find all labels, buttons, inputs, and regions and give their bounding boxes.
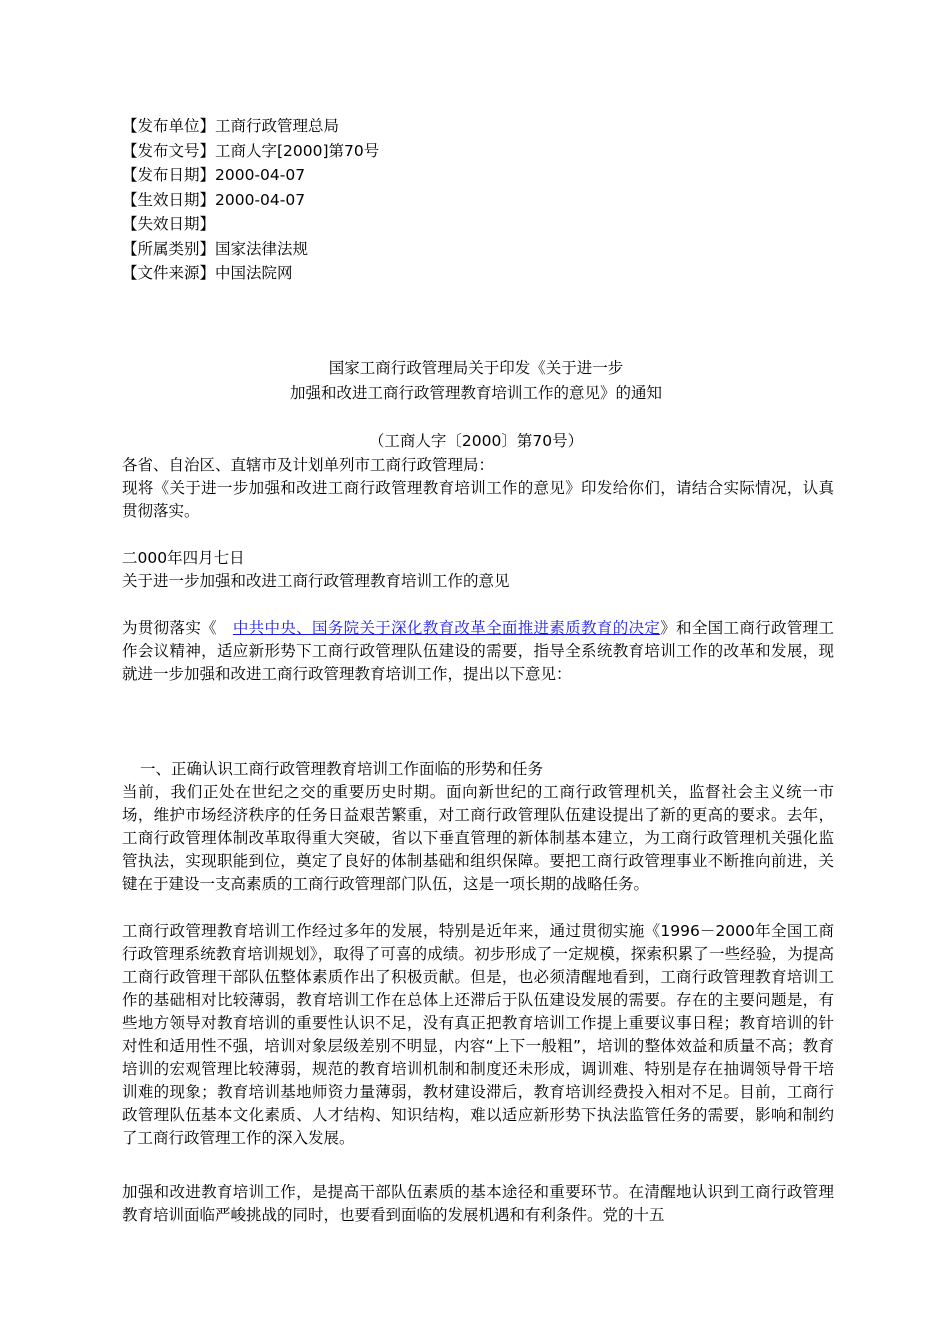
section1-paragraph-1: 当前，我们正处在世纪之交的重要历史时期。面向新世纪的工商行政管理机关，监督社会主义统一市场，维护市场经济秩序的任务日益艰苦繁重，对工商行政管理队伍建设提出了新的更高的要求。去年，工商行政管理体制改革取得重大突破，省以下垂直管理的新体制基本建立，为工商行政管理机关强化监管执法，实现职能到位，奠定了良好的体制基础和组织保障。要把工商行政管理事业不断推向前进，关键在于建设一支高素质的工商行政管理部门队伍，这是一项长期的战略任务。 bbox=[122, 783, 834, 893]
section-heading-1: 一、正确认识工商行政管理教育培训工作面临的形势和任务 bbox=[140, 760, 544, 778]
intro-prefix: 为贯彻落实《 bbox=[122, 619, 233, 637]
meta-publisher: 【发布单位】工商行政管理总局 bbox=[122, 117, 340, 135]
document-metadata bbox=[122, 114, 722, 286]
notice-title bbox=[122, 356, 830, 405]
notice-body: 现将《关于进一步加强和改进工商行政管理教育培训工作的意见》印发给你们，请结合实际情况，认真贯彻落实。 bbox=[122, 479, 834, 520]
intro-suffix: 》和全国工商行政管理工作会议精神，适应新形势下工商行政管理队伍建设的需要，指导全系统教育培训工作的改革和发展，现就进一步加强和改进工商行政管理教育培训工作，提出以下意见： bbox=[122, 619, 834, 683]
meta-category: 【所属类别】国家法律法规 bbox=[122, 239, 309, 258]
section1-paragraph-2: 工商行政管理教育培训工作经过多年的发展，特别是近年来，通过贯彻实施《1996－2000年全国工商行政管理系统教育培训规划》，取得了可喜的成绩。初步形成了一定规模，探索积累了一些经验，为提高工商行政管理干部队伍整体素质作出了积极贡献。但是，也必须清醒地看到，工商行政管理教育培训工作的基础相对比较薄弱，教育培训工作在总体上还滞后于队伍建设发展的需要。存在的主要问题是，有些地方领导对教育培训的重要性认识不足，没有真正把教育培训工作提上重要议事日程；教育培训的针对性和适用性不强，培训对象层级差别不明显，内容“上下一般粗”，培训的整体效益和质量不高；教育培训的宏观管理比较薄弱，规范的教育培训机制和制度还未形成，调训难、特别是存在抽调领导骨干培训难的现象；教育培训基地师资力量薄弱，教材建设滞后，教育培训经费投入相对不足。目前，工商行政管理队伍基本文化素质、人才结构、知识结构，难以适应新形势下执法监管任务的需要，影响和制约了工商行政管理工作的深入发展。 bbox=[122, 922, 834, 1147]
meta-effective-date: 【生效日期】2000-04-07 bbox=[122, 190, 306, 209]
notice-doc-ref: （工商人字〔2000〕第70号） bbox=[368, 432, 584, 450]
notice-addressee: 各省、自治区、直辖市及计划单列市工商行政管理局： bbox=[122, 456, 495, 474]
notice-date: 二000年四月七日 bbox=[122, 549, 245, 567]
meta-source: 【文件来源】中国法院网 bbox=[122, 264, 293, 282]
meta-expiry-date: 【失效日期】 bbox=[122, 215, 216, 233]
section1-paragraph-3: 加强和改进教育培训工作，是提高干部队伍素质的基本途径和重要环节。在清醒地认识到工商行政管理教育培训面临严峻挑战的同时，也要看到面临的发展机遇和有利条件。党的十五 bbox=[122, 1183, 834, 1224]
notice-title-line1: 国家工商行政管理局关于印发《关于进一步 bbox=[328, 359, 624, 377]
policy-decision-link[interactable]: 中共中央、国务院关于深化教育改革全面推进素质教育的决定 bbox=[232, 619, 661, 637]
meta-issue-date: 【发布日期】2000-04-07 bbox=[122, 166, 306, 184]
intro-paragraph bbox=[122, 617, 834, 686]
opinion-title: 关于进一步加强和改进工商行政管理教育培训工作的意见 bbox=[122, 572, 510, 590]
notice-title-line2: 加强和改进工商行政管理教育培训工作的意见》的通知 bbox=[289, 383, 662, 402]
meta-doc-number: 【发布文号】工商人字[2000]第70号 bbox=[122, 141, 380, 160]
